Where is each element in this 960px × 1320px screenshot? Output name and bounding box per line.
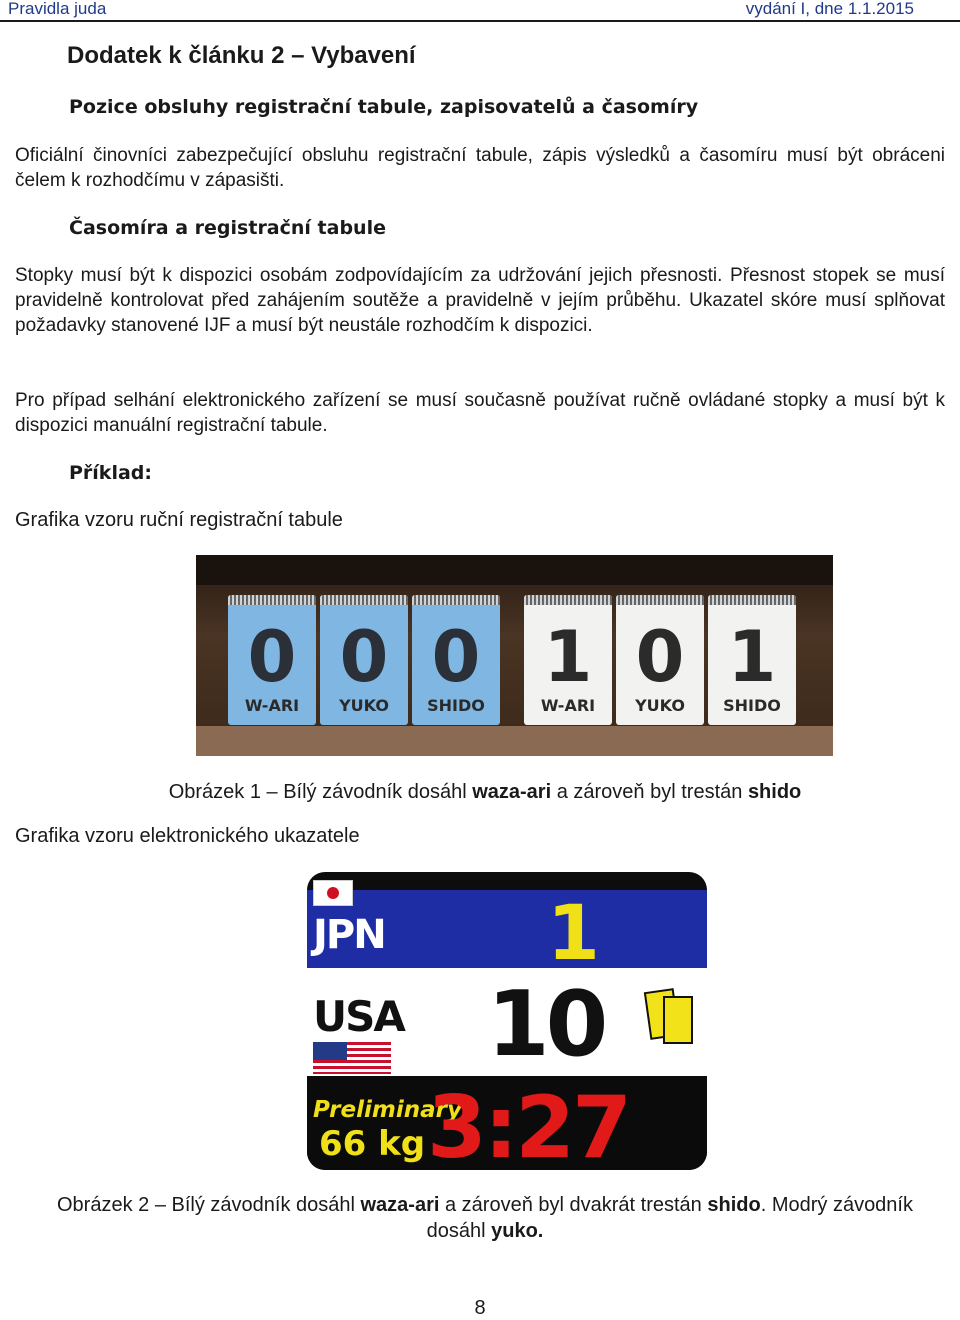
score-card-number: 0 [635, 616, 685, 698]
spiral-binding [708, 595, 796, 605]
spiral-binding [228, 595, 316, 605]
header-document-title: Pravidla juda [8, 0, 107, 18]
spiral-binding [524, 595, 612, 605]
header-divider [0, 20, 960, 22]
figure-caption-1 [0, 779, 960, 805]
score-card [708, 595, 796, 725]
manual-board-label: Grafika vzoru ruční registrační tabule [15, 509, 343, 531]
score-card-number: 0 [431, 616, 481, 698]
electronic-board-label: Grafika vzoru elektronického ukazatele [15, 825, 360, 847]
spiral-binding [616, 595, 704, 605]
score-card-label: YUKO [339, 696, 389, 715]
example-heading: Příklad: [69, 462, 152, 484]
header-edition: vydání I, dne 1.1.2015 [745, 0, 914, 18]
paragraph-stopwatch: Stopky musí být k dispozici osobám zodpovídajícím za udržování jejich přesnosti. Přesnost stopek se musí pravidelně kontrolovat před zahájením soutěže a pravidelně v jejím průběhu. Ukazatel skóre musí splňovat požadavky stanovené IJF a musí být neustále rozhodčím k dispozici. [15, 265, 945, 336]
team1-name: JPN [313, 912, 385, 958]
score-card-number: 0 [247, 616, 297, 698]
japan-flag-icon [313, 880, 353, 906]
paragraph-failure: Pro případ selhání elektronického zařízení se musí současně používat ručně ovládané stopky a musí být k dispozici manuální registrační tabule. [15, 390, 945, 436]
section-heading-timing: Časomíra a registrační tabule [69, 217, 386, 239]
match-timer: 3:27 [427, 1078, 629, 1170]
caption1-pre: Obrázek 1 – Bílý závodník dosáhl [168, 781, 473, 803]
score-card-number: 1 [727, 616, 777, 698]
score-card [616, 595, 704, 725]
score-card-label: SHIDO [427, 696, 485, 715]
score-card-number: 0 [339, 616, 389, 698]
page-title: Dodatek k článku 2 – Vybavení [67, 42, 416, 69]
section-heading-positions: Pozice obsluhy registrační tabule, zapisovatelů a časomíry [69, 96, 699, 118]
caption2-bold2: shido [707, 1194, 761, 1216]
score-card-label: W-ARI [540, 696, 596, 715]
caption2-post: . Modrý závodník dosáhl [426, 1194, 913, 1242]
caption2-bold1: waza-ari [360, 1194, 440, 1216]
manual-scoreboard-image [196, 555, 833, 756]
round-category: Preliminary [313, 1097, 462, 1123]
yellow-card-icon [663, 996, 693, 1044]
weight-class: 66 kg [319, 1124, 426, 1164]
figure-caption-2 [40, 1192, 930, 1244]
usa-flag-icon [313, 1042, 391, 1074]
board-table [196, 726, 833, 756]
caption2-pre: Obrázek 2 – Bílý závodník dosáhl [57, 1194, 361, 1216]
score-card [524, 595, 612, 725]
score-card-number: 1 [543, 616, 593, 698]
caption1-bold1: waza-ari [472, 781, 552, 803]
team2-name: USA [313, 992, 404, 1041]
score-card [228, 595, 316, 725]
team1-score: 1 [547, 888, 600, 977]
score-card-label: YUKO [635, 696, 685, 715]
team2-score: 10 [487, 972, 605, 1077]
caption1-mid: a zároveň byl trestán [551, 781, 748, 803]
caption1-bold2: shido [747, 781, 802, 803]
score-card-label: W-ARI [244, 696, 300, 715]
score-card-label: SHIDO [723, 696, 781, 715]
score-card [320, 595, 408, 725]
caption2-bold3: yuko. [491, 1220, 544, 1242]
spiral-binding [412, 595, 500, 605]
caption2-mid: a zároveň byl dvakrát trestán [439, 1194, 708, 1216]
score-card [412, 595, 500, 725]
spiral-binding [320, 595, 408, 605]
board-wall [196, 555, 833, 585]
paragraph-positions: Oficiální činovníci zabezpečující obsluhu registrační tabule, zápis výsledků a časomíru musí být obráceni čelem k rozhodčímu v zápasišti. [15, 145, 945, 191]
page-number: 8 [474, 1297, 486, 1319]
electronic-scoreboard-image [307, 872, 707, 1170]
